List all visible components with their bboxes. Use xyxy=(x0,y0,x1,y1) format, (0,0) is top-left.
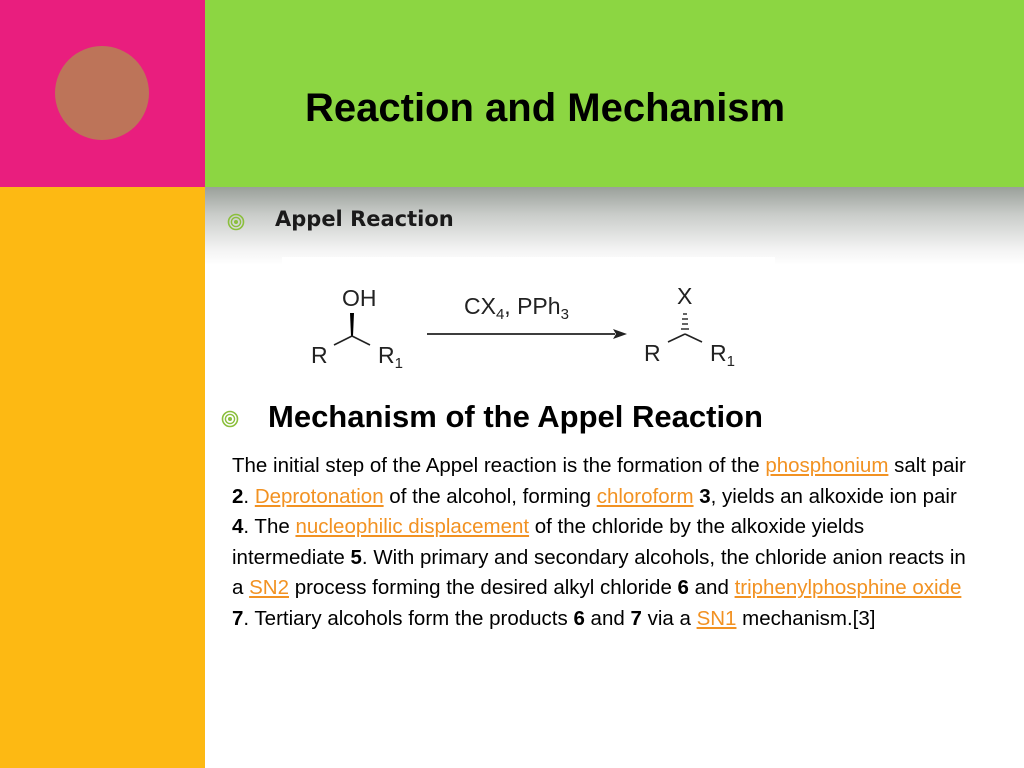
product-bond-right xyxy=(685,334,702,342)
wedge-bond xyxy=(350,313,354,336)
reaction-scheme xyxy=(282,257,775,383)
product-r1-label: $R_1$ xyxy=(710,340,735,370)
mechanism-paragraph: The initial step of the Appel reaction is the formation of the phosphonium salt pair 2. Deprotonation of the alcohol, forming chloroform 3, yields an alkoxide ion pair 4. The nucleophilic displacement of the chloride by the alkoxide yields intermediate 5. With primary and secondary alcohols, the chloride anion reacts in a SN2 process forming the desired alkyl chloride 6 and triphenylphosphine oxide 7. Tertiary alcohols form the products 6 and 7 via a SN1 mechanism.[3] xyxy=(232,454,966,630)
reactant-oh-label: OH xyxy=(342,285,377,311)
reaction-arrowhead xyxy=(613,329,627,339)
appel-reaction-heading: Appel Reaction xyxy=(275,207,454,231)
product-x-label: X xyxy=(677,283,693,309)
mechanism-heading: Mechanism of the Appel Reaction xyxy=(268,399,763,434)
reagent-label: $CX_4$, PPh$_3$ xyxy=(464,293,569,323)
product-bond-left xyxy=(668,334,685,342)
link-deprotonation[interactable]: Deprotonation xyxy=(254,484,384,508)
target-bullet-icon xyxy=(221,410,239,428)
link-triphenylphosphine-oxide[interactable]: triphenylphosphine oxide xyxy=(734,576,962,599)
orange-side-strip xyxy=(0,187,205,768)
slide-title: Reaction and Mechanism xyxy=(305,86,786,130)
link-chloroform[interactable]: chloroform xyxy=(596,484,694,508)
reactant-r-label: R xyxy=(311,342,328,368)
reactant-r1-label: $R_1$ xyxy=(378,342,403,372)
link-sn1[interactable]: SN1 xyxy=(696,606,737,630)
bond-right xyxy=(352,336,370,345)
link-phosphonium[interactable]: phosphonium xyxy=(765,454,889,477)
decorative-circle xyxy=(55,46,149,140)
target-bullet-icon xyxy=(227,213,245,231)
link-nucleophilic-displacement[interactable]: nucleophilic displacement xyxy=(295,515,530,538)
product-r-label: R xyxy=(644,340,661,366)
hash-bond xyxy=(681,314,689,329)
reaction-scheme-drawing xyxy=(282,257,775,383)
link-sn2[interactable]: SN2 xyxy=(249,576,289,599)
bond-left xyxy=(334,336,352,345)
